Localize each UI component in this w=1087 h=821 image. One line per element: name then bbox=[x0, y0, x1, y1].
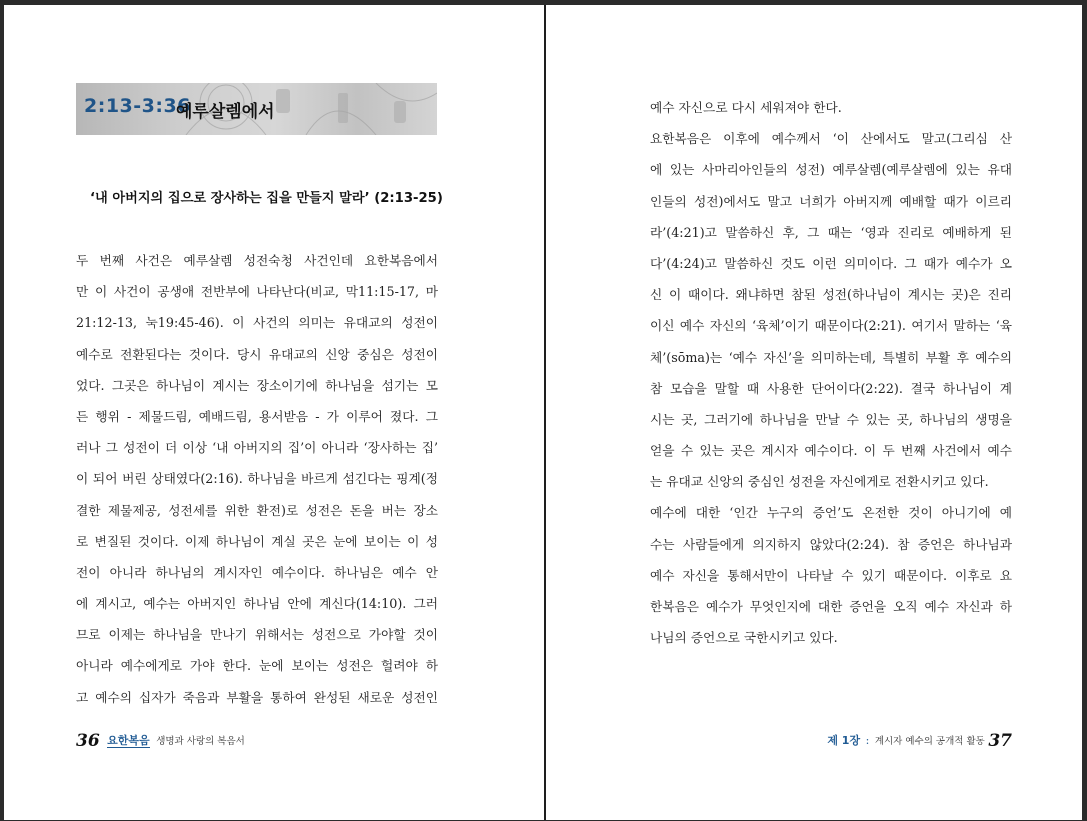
page-number: 37 bbox=[988, 731, 1012, 751]
text-line: 두 번째 사건은 예루살렘 성전숙청 사건인데 요한복음에서 bbox=[76, 253, 438, 268]
text-line: 한복음은 예수가 무엇인지에 대한 증언을 오직 예수 자신과 하 bbox=[650, 599, 1012, 614]
text-line: 므로 이제는 하나님을 만나기 위해서는 성전으로 가야할 것이 bbox=[76, 627, 438, 643]
right-page bbox=[546, 5, 1082, 820]
text-line: 아니라 예수에게로 가야 한다. 눈에 보이는 성전은 헐려야 하 bbox=[76, 658, 438, 674]
text-line: 얻을 수 있는 곳은 계시자 예수이다. 이 두 번째 사건에서 예수 bbox=[650, 443, 1012, 459]
running-subtitle: 생명과 사랑의 복음서 bbox=[156, 736, 245, 747]
text-line: 러나 그 성전이 더 이상 ‘내 아버지의 집’이 아니라 ‘장사하는 집’ bbox=[76, 440, 438, 456]
text-line: 예수로 전환된다는 것이다. 당시 유대교의 신앙 중심은 성전이 bbox=[76, 346, 438, 362]
text-line: 라’(4:21)고 말씀하신 후, 그 때는 ‘영과 진리로 예배하게 된 bbox=[650, 224, 1012, 240]
text-line: 21:12-13, 눅19:45-46). 이 사건의 의미는 유대교의 성전이 bbox=[76, 315, 438, 331]
body-text bbox=[650, 92, 1012, 653]
text-line: 로 변질된 것이다. 이제 하나님이 계실 곳은 눈에 보이는 이 성 bbox=[76, 533, 438, 549]
page-number: 36 bbox=[76, 731, 100, 751]
section-banner bbox=[76, 83, 437, 135]
page-footer bbox=[827, 731, 1012, 751]
subheading: ‘내 아버지의 집으로 장사하는 집을 만들지 말라’ (2:13-25) bbox=[90, 191, 443, 206]
text-line: 인들의 성전)에서도 말고 너희가 아버지께 예배할 때가 이르리 bbox=[650, 193, 1012, 209]
page-footer bbox=[76, 731, 245, 751]
text-line: 에 계시고, 예수는 아버지인 하나님 안에 계신다(14:10). 그러 bbox=[76, 596, 438, 612]
text-line: 나님의 증언으로 국한시키고 있다. bbox=[650, 630, 838, 646]
text-line: 만 이 사건이 공생애 전반부에 나타난다(비교, 막11:15-17, 마 bbox=[76, 284, 438, 300]
text-line: 든 행위 - 제물드림, 예배드림, 용서받음 - 가 이루어 졌다. 그 bbox=[76, 408, 438, 424]
text-line: 에 있는 사마리아인들의 성전) 예루살렘(예루살렘에 있는 유대 bbox=[650, 162, 1012, 178]
text-line: 결한 제물제공, 성전세를 위한 환전)로 성전은 돈을 버는 장소 bbox=[76, 502, 438, 518]
text-line: 이 되어 버린 상태였다(2:16). 하나님을 바르게 섬긴다는 핑계(정 bbox=[76, 471, 438, 487]
text-line: 예수 자신을 통해서만이 나타날 수 있기 때문이다. 이후로 요 bbox=[650, 567, 1012, 583]
running-book-title: 요한복음 bbox=[107, 734, 150, 747]
text-line: 수는 사람들에게 의지하지 않았다(2:24). 참 증언은 하나님과 bbox=[650, 536, 1012, 552]
body-text bbox=[76, 245, 438, 713]
text-line: 참 모습을 말할 때 사용한 단어이다(2:22). 결국 하나님이 계 bbox=[650, 380, 1012, 396]
running-separator: : bbox=[865, 734, 870, 747]
text-line: 시는 곳, 그러기에 하나님을 만날 수 있는 곳, 하나님의 생명을 bbox=[650, 411, 1012, 427]
text-line: 예수에 대한 ‘인간 누구의 증언’도 온전한 것이 아니기에 예 bbox=[650, 505, 1012, 521]
left-page bbox=[4, 5, 544, 820]
running-chapter: 제 1장 bbox=[827, 734, 861, 747]
text-line: 요한복음은 이후에 예수께서 ‘이 산에서도 말고(그리심 산 bbox=[650, 131, 1012, 147]
text-line: 신 이 때이다. 왜냐하면 참된 성전(하나님이 계시는 곳)은 진리 bbox=[650, 287, 1012, 303]
text-line: 었다. 그곳은 하나님이 계시는 장소이기에 하나님을 섬기는 모 bbox=[76, 377, 438, 393]
text-line: 고 예수의 십자가 죽음과 부활을 통하여 완성된 새로운 성전인 bbox=[76, 689, 438, 705]
running-subtitle: 계시자 예수의 공개적 활동 bbox=[874, 736, 985, 747]
section-range: 2:13-3:36 bbox=[84, 95, 191, 117]
text-line: 이신 예수 자신의 ‘육체’이기 때문이다(2:21). 여기서 말하는 ‘육 bbox=[650, 318, 1012, 334]
text-line: 전이 아니라 하나님의 계시자인 예수이다. 하나님은 예수 안 bbox=[76, 564, 438, 580]
text-line: 예수 자신으로 다시 세워져야 한다. bbox=[650, 100, 842, 115]
text-line: 체’(sōma)는 ‘예수 자신’을 의미하는데, 특별히 부활 후 예수의 bbox=[650, 349, 1012, 365]
text-line: 다’(4:24)고 말씀하신 것도 이런 의미이다. 그 때가 예수가 오 bbox=[650, 255, 1012, 271]
text-line: 는 유대교 신앙의 중심인 성전을 자신에게로 전환시키고 있다. bbox=[650, 474, 989, 490]
section-title: 예루살렘에서 bbox=[176, 102, 275, 122]
